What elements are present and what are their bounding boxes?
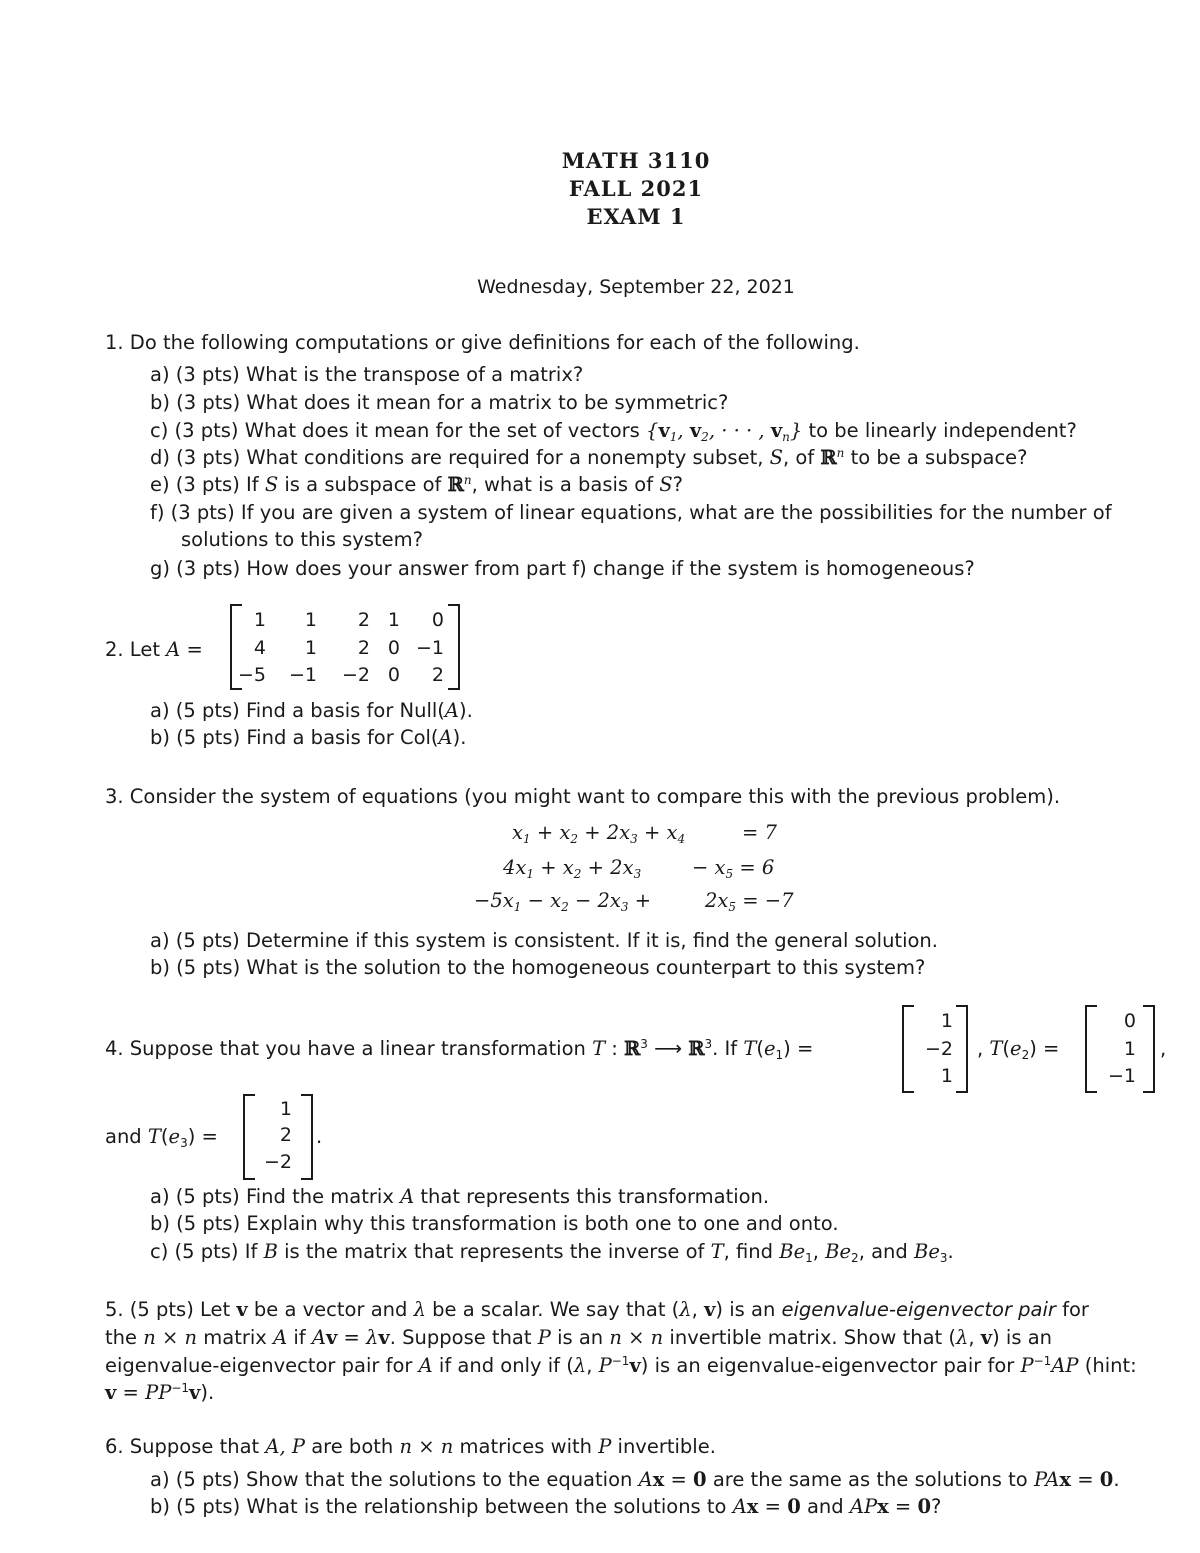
- matrix-right-bracket: [448, 604, 460, 690]
- matrix-cell: 0: [387, 664, 400, 686]
- q1-part-g: g) (3 pts) How does your answer from part f) change if the system is homogeneous?: [150, 557, 975, 580]
- matrix-cell: 1: [253, 609, 266, 631]
- equation-2-rhs: − $x_5 = 6$: [692, 856, 775, 881]
- vector-right-bracket: [956, 1005, 968, 1093]
- exam-title: EXAM 1: [586, 204, 686, 229]
- vector-entry: 1: [940, 1065, 953, 1087]
- q1-part-d: d) (3 pts) What conditions are required for a nonempty subset, S, of ℝ$^n$ to be a subspace?: [150, 446, 1028, 469]
- vector-entry: 1: [940, 1010, 953, 1032]
- matrix-cell: 2: [431, 664, 444, 686]
- vector-entry: 1: [279, 1098, 292, 1120]
- q4-stem: 4. Suppose that you have a linear transformation T : ℝ$^3$ ⟶ ℝ$^3$. If $T(e_1)$ =: [105, 1037, 814, 1062]
- equation-3-rhs: $2x_5 = -7$: [705, 889, 794, 914]
- Te2-label: , $T(e_2)$ =: [977, 1037, 1060, 1062]
- q1-part-f-line2: solutions to this system?: [181, 528, 423, 551]
- q1-part-e: e) (3 pts) If S is a subspace of ℝ$^n$, what is a basis of S?: [150, 473, 683, 496]
- matrix-cell: −1: [415, 637, 444, 659]
- q1-part-c: c) (3 pts) What does it mean for the set of vectors {$v_1$, $v_2$, · · · , $v_n$} to be linearly independent?: [150, 419, 1077, 444]
- q6-part-a: a) (5 pts) Show that the solutions to the equation Ax = 0 are the same as the solutions to PAx = 0.: [150, 1468, 1120, 1491]
- matrix-cell: −5: [237, 664, 266, 686]
- q5-line1: 5. (5 pts) Let v be a vector and λ be a scalar. We say that (λ, v) is an eigenvalue-eigenvector pair for: [105, 1298, 1089, 1321]
- comma: ,: [1160, 1037, 1167, 1060]
- vector-entry: 2: [279, 1124, 292, 1146]
- matrix-cell: 0: [387, 637, 400, 659]
- vector-entry: −2: [263, 1151, 292, 1173]
- q3-part-a: a) (5 pts) Determine if this system is consistent. If it is, find the general solution.: [150, 929, 938, 952]
- q4-part-a: a) (5 pts) Find the matrix A that represents this transformation.: [150, 1185, 770, 1208]
- q5-line3: eigenvalue-eigenvector pair for A if and only if (λ, $P^{-1}v$) is an eigenvalue-eigenvector pair for $P^{-1}AP$ (hint:: [105, 1354, 1137, 1377]
- q1-part-f-line1: f) (3 pts) If you are given a system of linear equations, what are the possibilities for the number of: [150, 501, 1112, 524]
- matrix-cell: 2: [357, 637, 370, 659]
- q5-line4: $v = PP^{-1}v$).: [105, 1381, 215, 1404]
- vector-right-bracket: [301, 1094, 313, 1180]
- matrix-cell: 2: [357, 609, 370, 631]
- course-title: MATH 3110: [561, 148, 711, 173]
- equation-1-rhs: = 7: [742, 821, 777, 844]
- Te3-label: and $T(e_3)$ =: [105, 1125, 218, 1150]
- vector-entry: 0: [1123, 1010, 1136, 1032]
- matrix-cell: 4: [253, 637, 266, 659]
- q4-part-b: b) (5 pts) Explain why this transformation is both one to one and onto.: [150, 1212, 839, 1235]
- q1-stem: 1. Do the following computations or give definitions for each of the following.: [105, 331, 860, 354]
- q2-part-b: b) (5 pts) Find a basis for Col(A).: [150, 726, 467, 749]
- q2-part-a: a) (5 pts) Find a basis for Null(A).: [150, 699, 473, 722]
- period: .: [316, 1125, 323, 1148]
- q4-part-c: c) (5 pts) If B is the matrix that represents the inverse of T, find $Be_1$, $Be_2$, and $Be_3$.: [150, 1240, 954, 1265]
- equation-3: $-5x_1 - x_2 - 2x_3$ +: [474, 889, 652, 914]
- exam-date: Wednesday, September 22, 2021: [477, 276, 795, 298]
- vector-entry: −1: [1107, 1065, 1136, 1087]
- vector-entry: 1: [1123, 1038, 1136, 1060]
- vector-right-bracket: [1143, 1005, 1155, 1093]
- matrix-cell: 1: [387, 609, 400, 631]
- matrix-cell: −1: [288, 664, 317, 686]
- q6-part-b: b) (5 pts) What is the relationship between the solutions to Ax = 0 and APx = 0?: [150, 1495, 942, 1518]
- q3-stem: 3. Consider the system of equations (you might want to compare this with the previous problem).: [105, 785, 1061, 808]
- q5-line2: the n × n matrix A if Av = λv. Suppose that P is an n × n invertible matrix. Show that (λ, v) is an: [105, 1326, 1053, 1349]
- term-title: FALL 2021: [568, 176, 704, 201]
- matrix-cell: 0: [431, 609, 444, 631]
- q1-part-b: b) (3 pts) What does it mean for a matrix to be symmetric?: [150, 391, 729, 414]
- matrix-cell: 1: [304, 637, 317, 659]
- matrix-cell: −2: [341, 664, 370, 686]
- vector-left-bracket: [1085, 1005, 1097, 1093]
- q6-stem: 6. Suppose that A, P are both n × n matrices with P invertible.: [105, 1435, 716, 1458]
- matrix-cell: 1: [304, 609, 317, 631]
- q2-stem: 2. Let A =: [105, 638, 203, 661]
- equation-1: $x_1 + x_2 + 2x_3 + x_4$: [512, 821, 686, 846]
- vector-entry: −2: [924, 1038, 953, 1060]
- vector-left-bracket: [243, 1094, 255, 1180]
- vector-left-bracket: [902, 1005, 914, 1093]
- q3-part-b: b) (5 pts) What is the solution to the homogeneous counterpart to this system?: [150, 956, 926, 979]
- q1-part-a: a) (3 pts) What is the transpose of a matrix?: [150, 363, 584, 386]
- equation-2: $4x_1 + x_2 + 2x_3$: [503, 856, 642, 881]
